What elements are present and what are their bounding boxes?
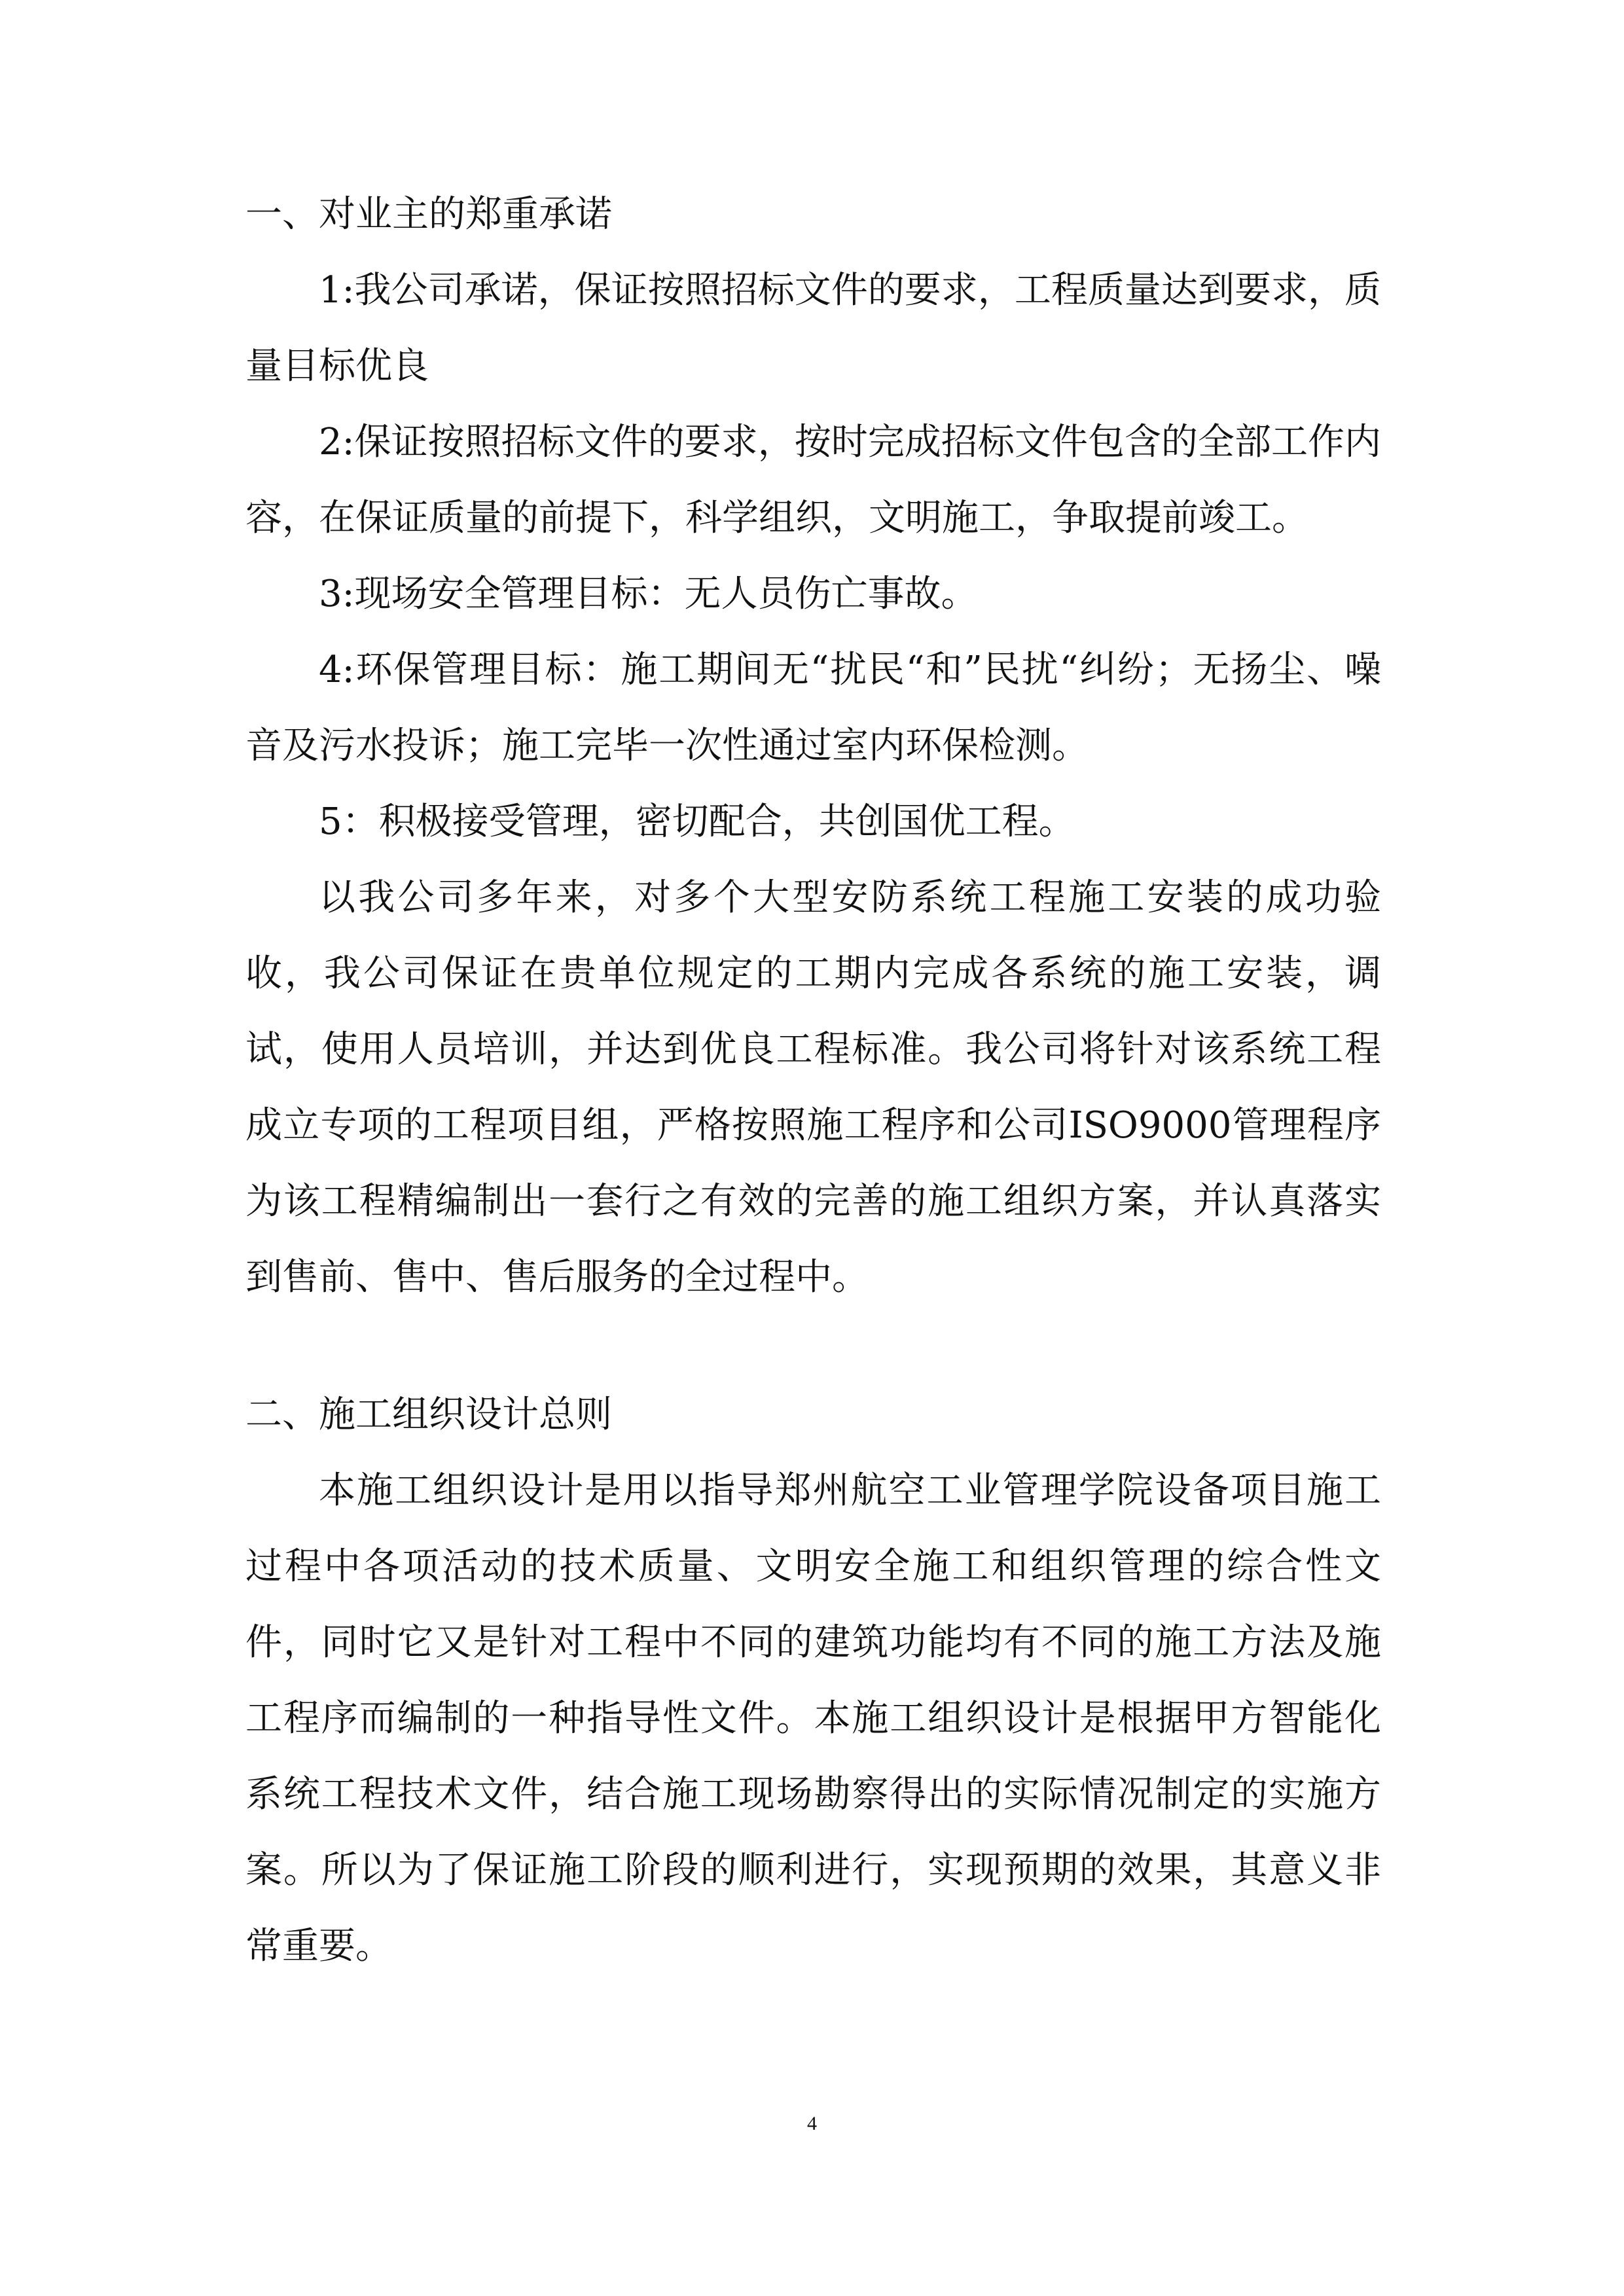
commitment-summary: 以我公司多年来，对多个大型安防系统工程施工安装的成功验收，我公司保证在贵单位规定的工期内完成各系统的施工安装，调试，使用人员培训，并达到优良工程标准。我公司将针对该系统工程成立专项的工程项目组，严格按照施工程序和公司ISO9000管理程序为该工程精编制出一套行之有效的完善的施工组织方案，并认真落实到售前、售中、售后服务的全过程中。 <box>245 876 1381 1299</box>
page-number: 4 <box>807 2113 817 2134</box>
section-2-body: 本施工组织设计是用以指导郑州航空工业管理学院设备项目施工过程中各项活动的技术质量、文明安全施工和组织管理的综合性文件，同时它又是针对工程中不同的建筑功能均有不同的施工方法及施工程序而编制的一种指导性文件。本施工组织设计是根据甲方智能化系统工程技术文件，结合施工现场勘察得出的实际情况制定的实施方案。所以为了保证施工阶段的顺利进行，实现预期的效果，其意义非常重要。 <box>245 1469 1381 1967</box>
commitment-item-1: 1:我公司承诺，保证按照招标文件的要求，工程质量达到要求，质量目标优良 <box>245 269 1381 387</box>
section-spacer <box>245 1316 1381 1377</box>
section-1-title: 一、对业主的郑重承诺 <box>245 193 612 236</box>
commitment-item-4: 4:环保管理目标：施工期间无“扰民“和”民扰“纠纷；无扬尘、噪音及污水投诉；施工完毕一次性通过室内环保检测。 <box>245 649 1381 767</box>
section-2-title: 二、施工组织设计总则 <box>245 1393 612 1436</box>
page-content <box>245 177 1381 1984</box>
commitment-item-2: 2:保证按照招标文件的要求，按时完成招标文件包含的全部工作内容，在保证质量的前提下，科学组织，文明施工，争取提前竣工。 <box>245 421 1381 539</box>
commitment-item-3: 3:现场安全管理目标：无人员伤亡事故。 <box>319 573 978 615</box>
commitment-item-5: 5：积极接受管理，密切配合，共创国优工程。 <box>319 800 1075 843</box>
